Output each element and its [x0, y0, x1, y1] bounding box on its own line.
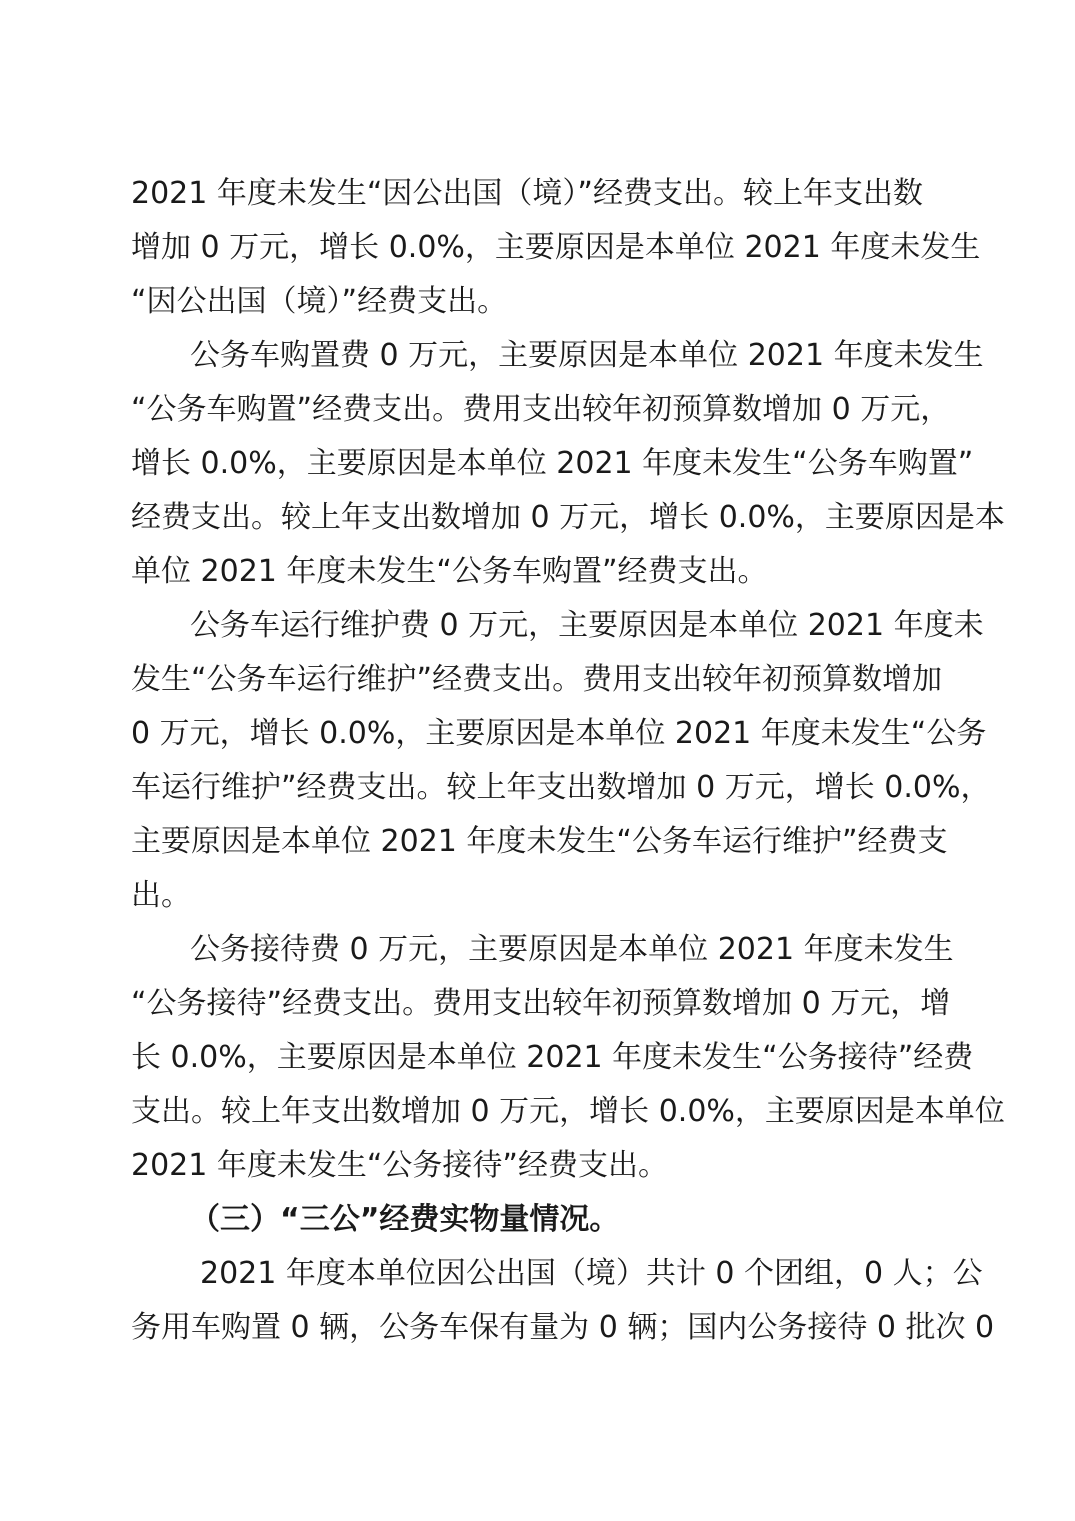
- text-line: “因公出国（境）”经费支出。: [131, 284, 508, 319]
- text-line: 经费支出。较上年支出数增加 0 万元，增长 0.0%，主要原因是本: [131, 500, 1005, 535]
- text-line: 车运行维护”经费支出。较上年支出数增加 0 万元，增长 0.0%，: [131, 770, 991, 805]
- text-line: “公务车购置”经费支出。费用支出较年初预算数增加 0 万元，: [131, 392, 951, 427]
- text-line: 2021 年度未发生“公务接待”经费支出。: [131, 1148, 668, 1183]
- text-line: 2021 年度未发生“因公出国（境）”经费支出。较上年支出数: [131, 176, 923, 211]
- text-line: 出。: [131, 878, 191, 913]
- paragraph-start-line: 公务车购置费 0 万元，主要原因是本单位 2021 年度未发生: [190, 338, 984, 373]
- text-line: 主要原因是本单位 2021 年度未发生“公务车运行维护”经费支: [131, 824, 948, 859]
- text-line: 增加 0 万元，增长 0.0%，主要原因是本单位 2021 年度未发生: [131, 230, 981, 265]
- paragraph-start-line: 2021 年度本单位因公出国（境）共计 0 个团组，0 人；公: [200, 1256, 983, 1291]
- paragraph-start-line: 公务接待费 0 万元，主要原因是本单位 2021 年度未发生: [190, 932, 954, 967]
- text-line: 支出。较上年支出数增加 0 万元，增长 0.0%，主要原因是本单位: [131, 1094, 1005, 1129]
- text-line: 发生“公务车运行维护”经费支出。费用支出较年初预算数增加: [131, 662, 943, 697]
- paragraph-start-line: 公务车运行维护费 0 万元，主要原因是本单位 2021 年度未: [190, 608, 984, 643]
- text-line: 长 0.0%，主要原因是本单位 2021 年度未发生“公务接待”经费: [131, 1040, 974, 1075]
- text-line: “公务接待”经费支出。费用支出较年初预算数增加 0 万元，增: [131, 986, 951, 1021]
- text-line: 0 万元，增长 0.0%，主要原因是本单位 2021 年度未发生“公务: [131, 716, 987, 751]
- section-heading: （三）“三公”经费实物量情况。: [190, 1202, 620, 1237]
- text-line: 增长 0.0%，主要原因是本单位 2021 年度未发生“公务车购置”: [131, 446, 974, 481]
- text-line: 单位 2021 年度未发生“公务车购置”经费支出。: [131, 554, 768, 589]
- text-line: 务用车购置 0 辆，公务车保有量为 0 辆；国内公务接待 0 批次 0: [131, 1310, 995, 1345]
